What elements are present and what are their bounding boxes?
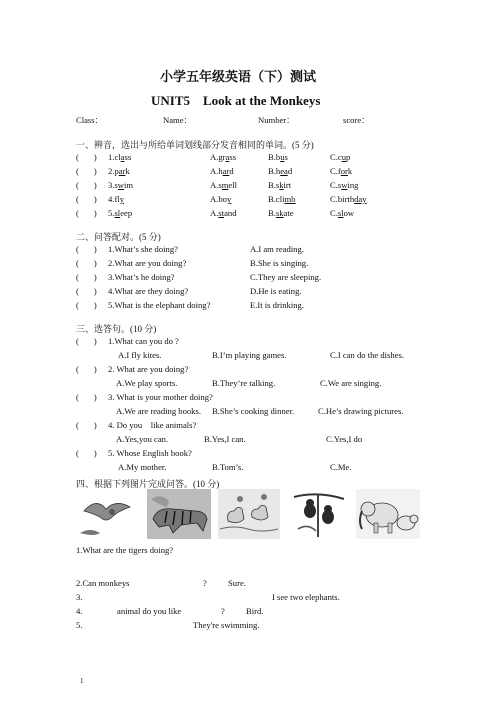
answer-paren: ( ) bbox=[76, 258, 97, 268]
choice-option-a: A.We are reading books. bbox=[116, 406, 201, 416]
section2-heading: 二、问答配对。(5 分) bbox=[76, 232, 161, 242]
word-part: im bbox=[124, 180, 134, 190]
answer-paren: ( ) bbox=[76, 448, 97, 458]
underlined-letters: sl bbox=[114, 208, 121, 218]
match-question: 1.What’s she doing? bbox=[108, 244, 178, 254]
match-answer: E.It is drinking. bbox=[250, 300, 304, 310]
choice-option-b: B.I’m playing games. bbox=[212, 350, 287, 360]
match-question: 5.What is the elephant doing? bbox=[108, 300, 211, 310]
s4-q5-answer: They're swimming. bbox=[193, 620, 260, 630]
word-part: A.bo bbox=[210, 194, 227, 204]
answer-paren: ( ) bbox=[76, 392, 97, 402]
s4-q2-start: 2.Can monkeys bbox=[76, 578, 130, 588]
answer-paren: ( ) bbox=[76, 286, 97, 296]
word-part: A. bbox=[210, 208, 219, 218]
word-part: A.s bbox=[210, 180, 222, 190]
s4-q3-answer: I see two elephants. bbox=[272, 592, 340, 602]
choice-option-b: B.Yes,I can. bbox=[204, 434, 246, 444]
underlined-letters: a bbox=[225, 152, 230, 162]
page-subtitle: UNIT5 Look at the Monkeys bbox=[151, 93, 321, 108]
choice-option-a: A.Yes,you can. bbox=[116, 434, 169, 444]
name-field-label: Name： bbox=[163, 115, 193, 125]
answer-paren: ( ) bbox=[76, 300, 97, 310]
match-question: 3.What’s he doing? bbox=[108, 272, 175, 282]
word-part: A.h bbox=[210, 166, 223, 176]
answer-paren: ( ) bbox=[76, 420, 97, 430]
option-word-c bbox=[330, 166, 352, 177]
match-answer: D.He is eating. bbox=[250, 286, 302, 296]
choice-question: 4. Do you like animals? bbox=[108, 420, 197, 430]
match-answer: B.She is singing. bbox=[250, 258, 309, 268]
choice-option-c: C.I can do the dishes. bbox=[330, 350, 404, 360]
word-part: s bbox=[284, 152, 288, 162]
choice-option-a: A.My mother. bbox=[118, 462, 167, 472]
word-part: A.gr bbox=[210, 152, 226, 162]
choice-option-c: C.Yes,I do bbox=[326, 434, 363, 444]
word-part: C. bbox=[330, 208, 338, 218]
answer-paren: ( ) bbox=[76, 194, 97, 204]
underlined-letters: ar bbox=[222, 166, 230, 176]
underlined-letters: k bbox=[279, 180, 284, 190]
choice-option-a: A.We play sports. bbox=[116, 378, 178, 388]
word-part: C.c bbox=[330, 152, 342, 162]
answer-paren: ( ) bbox=[76, 152, 97, 162]
underlined-letters: or bbox=[340, 166, 348, 176]
option-word-a bbox=[210, 166, 234, 177]
word-part: ss bbox=[229, 152, 237, 162]
word-part: 4.fl bbox=[108, 194, 120, 204]
class-field-label: Class： bbox=[76, 115, 104, 125]
s4-q3-num: 3. bbox=[76, 592, 83, 602]
word-part: C.s bbox=[330, 180, 342, 190]
choice-option-b: B.They’re talking. bbox=[212, 378, 276, 388]
word-part: and bbox=[224, 208, 237, 218]
word-part: B. bbox=[268, 208, 276, 218]
underlined-letters: u bbox=[280, 152, 285, 162]
option-word-b bbox=[268, 166, 292, 177]
choice-option-b: B.Tom’s. bbox=[212, 462, 244, 472]
s4-q4-text: animal do you like bbox=[117, 606, 182, 616]
word-part: 5. bbox=[108, 208, 115, 218]
section4-heading: 四、根据下列图片完成问答。(10 分) bbox=[76, 479, 220, 489]
word-part: ing bbox=[347, 180, 359, 190]
word-part: 3.s bbox=[108, 180, 118, 190]
answer-paren: ( ) bbox=[76, 336, 97, 346]
choice-question: 1.What can you do ? bbox=[108, 336, 179, 346]
question-word bbox=[108, 208, 132, 219]
word-part: p bbox=[346, 152, 351, 162]
match-answer: C.They are sleeping. bbox=[250, 272, 322, 282]
choice-option-a: A.I fly kites. bbox=[118, 350, 162, 360]
option-word-c bbox=[330, 152, 350, 163]
underlined-letters: sk bbox=[275, 208, 284, 218]
section1-heading: 一、辨音，选出与所给单词划线部分发音相同的单词。(5 分) bbox=[76, 140, 314, 150]
choice-option-c: C.Me. bbox=[330, 462, 352, 472]
monkeys-climbing-picture bbox=[288, 489, 350, 539]
word-part: k bbox=[125, 166, 130, 176]
option-word-a bbox=[210, 194, 231, 205]
page-number: 1 bbox=[80, 677, 84, 685]
underlined-letters: y bbox=[226, 194, 232, 204]
answer-paren: ( ) bbox=[76, 364, 97, 374]
answer-paren: ( ) bbox=[76, 272, 97, 282]
word-part: B.cli bbox=[268, 194, 285, 204]
question-word bbox=[108, 194, 124, 205]
answer-paren: ( ) bbox=[76, 208, 97, 218]
ducks-swimming-picture bbox=[218, 489, 280, 539]
number-field-label: Number： bbox=[258, 115, 295, 125]
underlined-letters: y bbox=[119, 194, 124, 204]
underlined-letters: mb bbox=[284, 194, 296, 204]
option-word-c bbox=[330, 180, 358, 191]
word-part: ell bbox=[228, 180, 237, 190]
question-word bbox=[108, 166, 130, 177]
question-word bbox=[108, 180, 133, 191]
word-part: d bbox=[229, 166, 234, 176]
underlined-letters: ea bbox=[280, 166, 288, 176]
underlined-letters: sl bbox=[337, 208, 344, 218]
page-title: 小学五年级英语（下）测试 bbox=[160, 69, 317, 84]
bird-flying-picture bbox=[76, 489, 138, 539]
word-part: ss bbox=[124, 152, 132, 162]
word-part: ate bbox=[283, 208, 294, 218]
word-part: B.b bbox=[268, 152, 281, 162]
answer-paren: ( ) bbox=[76, 166, 97, 176]
section3-heading: 三、选答句。(10 分) bbox=[76, 324, 157, 334]
match-question: 4.What are they doing? bbox=[108, 286, 189, 296]
word-part: 1.cl bbox=[108, 152, 121, 162]
underlined-letters: u bbox=[341, 152, 346, 162]
option-word-c bbox=[330, 194, 367, 205]
underlined-letters: m bbox=[221, 180, 229, 190]
answer-paren: ( ) bbox=[76, 244, 97, 254]
option-word-b bbox=[268, 194, 295, 205]
underlined-letters: day bbox=[354, 194, 367, 204]
option-word-b bbox=[268, 152, 288, 163]
option-word-c bbox=[330, 208, 354, 219]
option-word-a bbox=[210, 180, 237, 191]
choice-question: 5. Whose English book? bbox=[108, 448, 192, 458]
underlined-letters: w bbox=[341, 180, 348, 190]
word-part: eep bbox=[120, 208, 133, 218]
choice-option-c: C.We are singing. bbox=[320, 378, 382, 388]
underlined-letters: a bbox=[120, 152, 125, 162]
tigers-picture bbox=[147, 489, 211, 539]
option-word-b bbox=[268, 180, 291, 191]
underlined-letters: ar bbox=[118, 166, 126, 176]
word-part: d bbox=[287, 166, 293, 176]
question-word bbox=[108, 152, 131, 163]
s4-q2-answer: Sure. bbox=[228, 578, 246, 588]
word-part: B.h bbox=[268, 166, 281, 176]
word-part: C.birth bbox=[330, 194, 355, 204]
match-answer: A.I am reading. bbox=[250, 244, 304, 254]
option-word-b bbox=[268, 208, 294, 219]
underlined-letters: w bbox=[117, 180, 125, 190]
word-part: k bbox=[347, 166, 353, 176]
match-question: 2.What are you doing? bbox=[108, 258, 187, 268]
s4-q4-answer: Bird. bbox=[246, 606, 264, 616]
option-word-a bbox=[210, 152, 236, 163]
score-field-label: score： bbox=[343, 115, 370, 125]
underlined-letters: st bbox=[218, 208, 225, 218]
word-part: 2.p bbox=[108, 166, 119, 176]
s4-q1: 1.What are the tigers doing? bbox=[76, 545, 174, 555]
word-part: C.f bbox=[330, 166, 341, 176]
s4-q4-mark: ? bbox=[221, 606, 225, 616]
choice-option-c: C.He’s drawing pictures. bbox=[318, 406, 404, 416]
s4-q2-mark: ? bbox=[203, 578, 207, 588]
choice-option-b: B.She’s cooking dinner. bbox=[212, 406, 295, 416]
choice-question: 2. What are you doing? bbox=[108, 364, 189, 374]
option-word-a bbox=[210, 208, 237, 219]
s4-q4-num: 4. bbox=[76, 606, 83, 616]
word-part: B.s bbox=[268, 180, 280, 190]
choice-question: 3. What is your mother doing? bbox=[108, 392, 213, 402]
s4-q5-num: 5. bbox=[76, 620, 83, 630]
elephants-picture bbox=[356, 489, 420, 539]
word-part: irt bbox=[283, 180, 292, 190]
word-part: ow bbox=[343, 208, 355, 218]
answer-paren: ( ) bbox=[76, 180, 97, 190]
